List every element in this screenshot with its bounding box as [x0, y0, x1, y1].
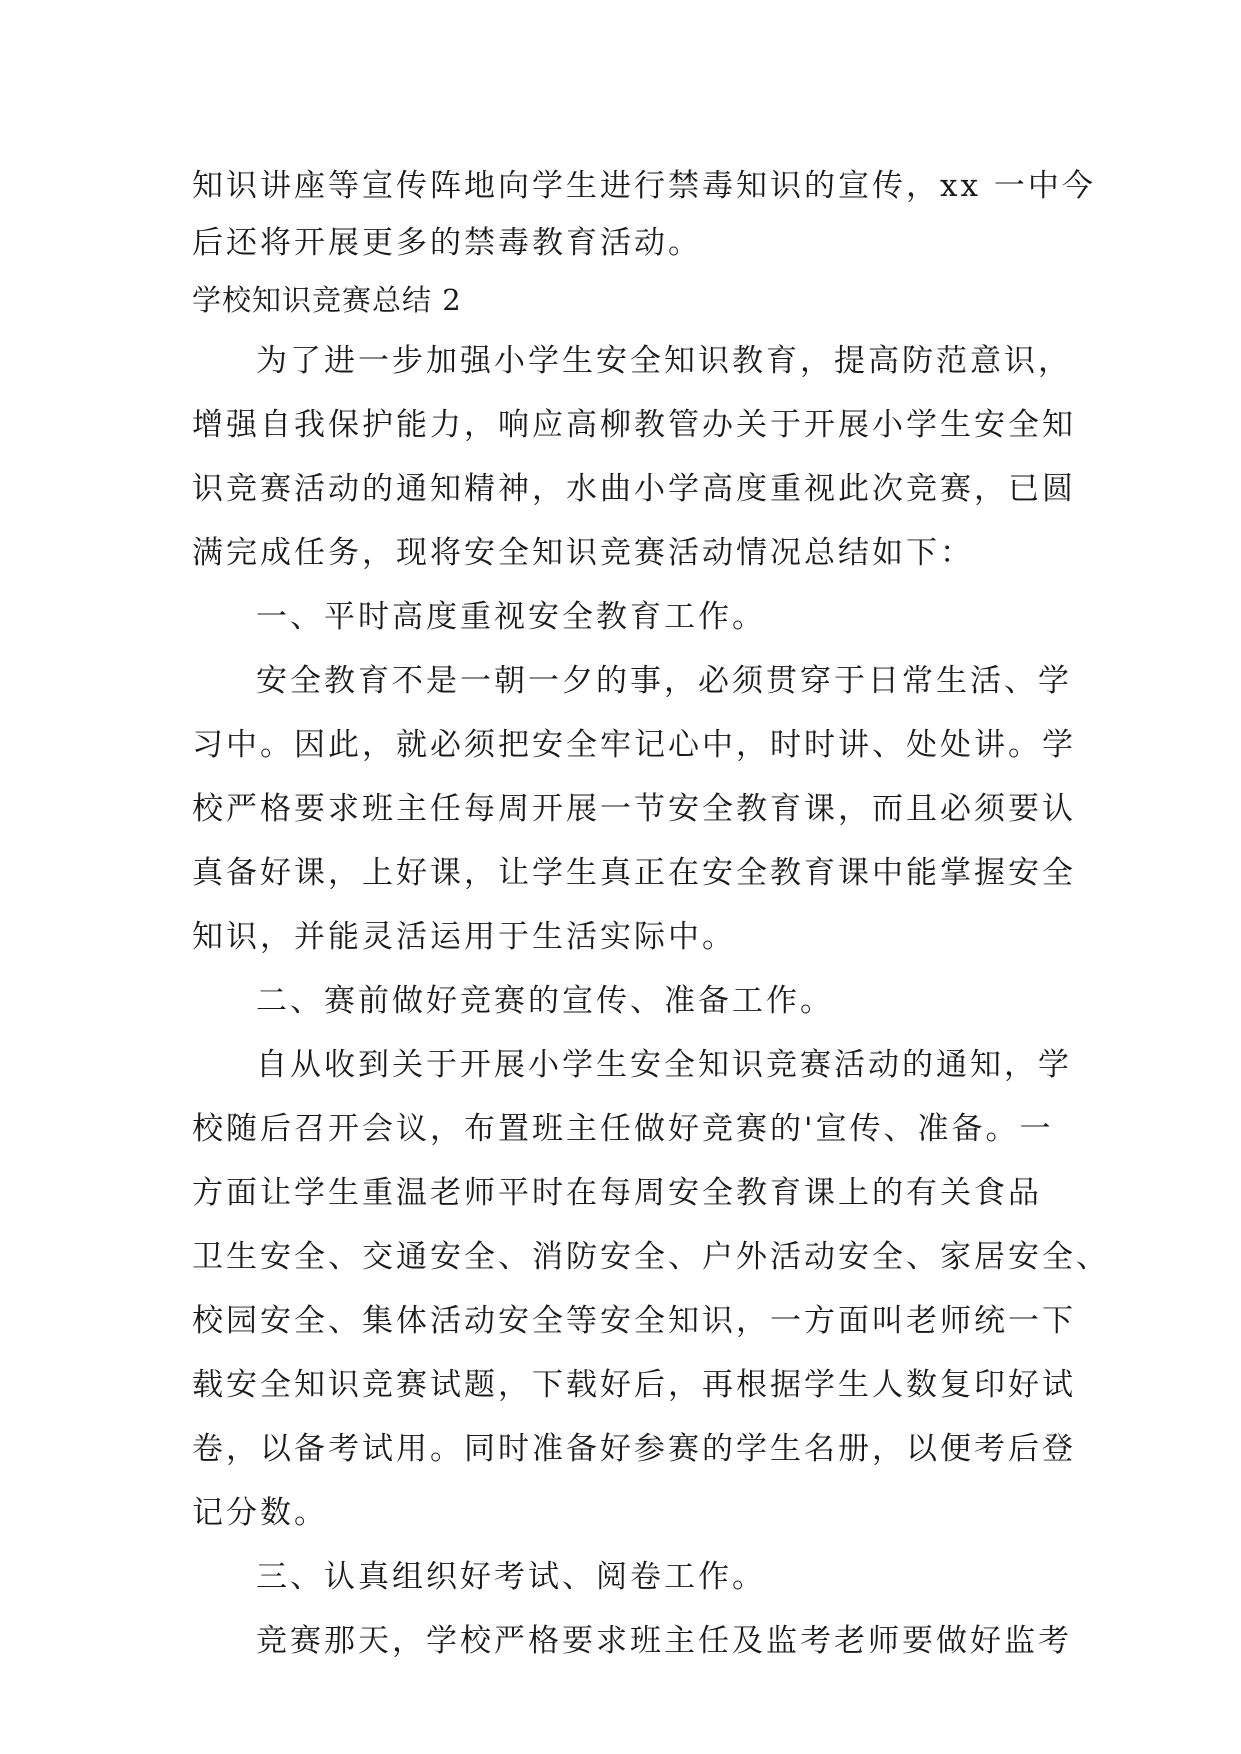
- section-heading: 学校知识竞赛总结 2: [192, 283, 462, 317]
- paragraph-line: 增强自我保护能力，响应高柳教管办关于开展小学生安全知: [192, 407, 1076, 443]
- paragraph-line: 方面让学生重温老师平时在每周安全教育课上的有关食品: [192, 1175, 1042, 1211]
- paragraph-line: 二、赛前做好竞赛的宣传、准备工作。: [256, 983, 834, 1019]
- paragraph-line: 识竞赛活动的通知精神，水曲小学高度重视此次竞赛，已圆: [192, 471, 1076, 507]
- paragraph-line: 为了进一步加强小学生安全知识教育，提高防范意识，: [256, 343, 1072, 379]
- paragraph-line: 载安全知识竞赛试题，下载好后，再根据学生人数复印好试: [192, 1367, 1076, 1403]
- paragraph-line: 校严格要求班主任每周开展一节安全教育课，而且必须要认: [192, 791, 1076, 827]
- paragraph-line: 卫生安全、交通安全、消防安全、户外活动安全、家居安全、: [192, 1239, 1110, 1275]
- paragraph-line: 安全教育不是一朝一夕的事，必须贯穿于日常生活、学: [256, 663, 1072, 699]
- paragraph-line: 自从收到关于开展小学生安全知识竞赛活动的通知，学: [256, 1047, 1072, 1083]
- paragraph-line: 一、平时高度重视安全教育工作。: [256, 599, 766, 635]
- paragraph-line: 卷，以备考试用。同时准备好参赛的学生名册，以便考后登: [192, 1431, 1076, 1467]
- paragraph-line: 校随后召开会议，布置班主任做好竞赛的'宣传、准备。一: [192, 1111, 1054, 1147]
- paragraph-line: 满完成任务，现将安全知识竞赛活动情况总结如下：: [192, 535, 974, 571]
- paragraph-line: 习中。因此，就必须把安全牢记心中，时时讲、处处讲。学: [192, 727, 1076, 763]
- paragraph-line: 知识，并能灵活运用于生活实际中。: [192, 919, 736, 955]
- paragraph-line: 校园安全、集体活动安全等安全知识，一方面叫老师统一下: [192, 1303, 1076, 1339]
- paragraph-line: 记分数。: [192, 1495, 328, 1531]
- document-body: [192, 158, 1110, 1673]
- paragraph-line: 三、认真组织好考试、阅卷工作。: [256, 1559, 766, 1595]
- paragraph-line: 知识讲座等宣传阵地向学生进行禁毒知识的宣传，xx 一中今: [192, 168, 1096, 204]
- paragraph-line: 真备好课，上好课，让学生真正在安全教育课中能掌握安全: [192, 855, 1076, 891]
- paragraph-line: 后还将开展更多的禁毒教育活动。: [192, 225, 702, 261]
- paragraph-line: 竞赛那天，学校严格要求班主任及监考老师要做好监考: [256, 1623, 1072, 1659]
